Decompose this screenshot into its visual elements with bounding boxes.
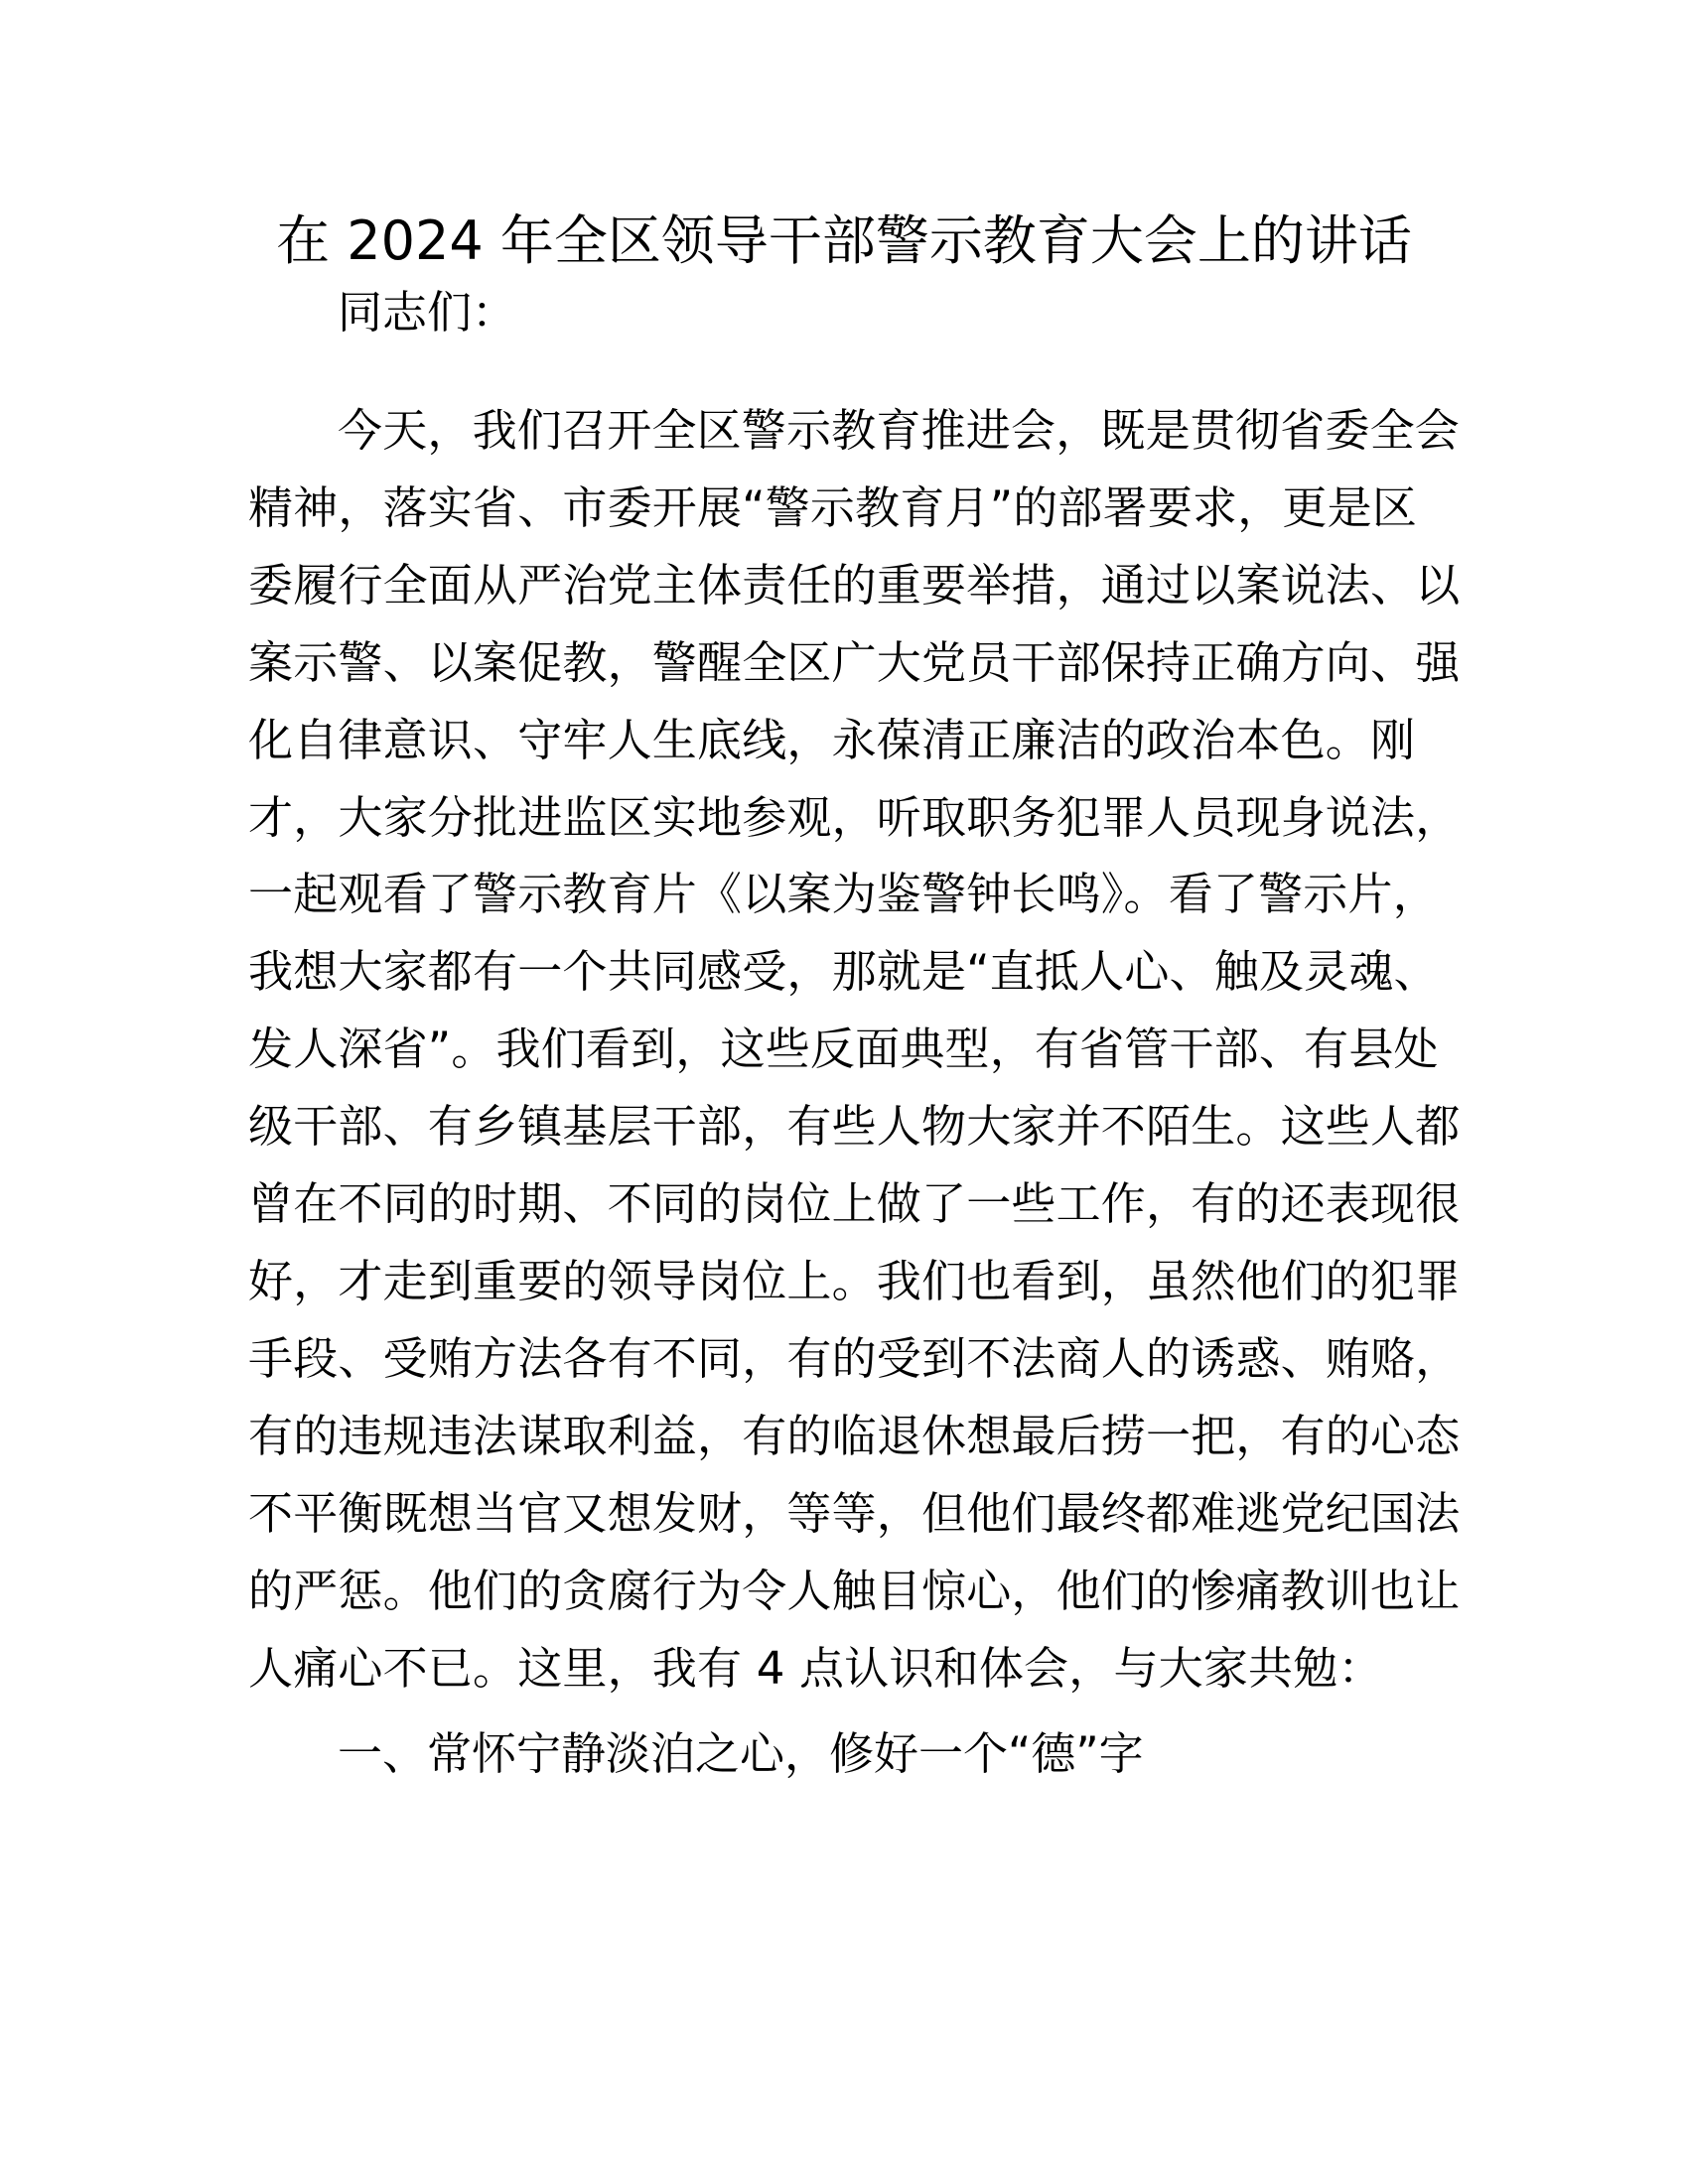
section-heading: 一、常怀宁静淡泊之心，修好一个“德”字	[338, 1727, 1144, 1780]
paragraph-line: 我想大家都有一个共同感受，那就是“直抵人心、触及灵魂、	[248, 945, 1439, 999]
paragraph-line: 化自律意识、守牢人生底线，永葆清正廉洁的政治本色。刚	[248, 713, 1416, 766]
salutation: 同志们：	[338, 286, 517, 339]
paragraph-line: 的严惩。他们的贪腐行为令人触目惊心，他们的惨痛教训也让	[248, 1564, 1461, 1617]
paragraph-line: 人痛心不已。这里，我有 4 点认识和体会，与大家共勉：	[248, 1641, 1383, 1695]
paragraph-line: 发人深省”。我们看到，这些反面典型，有省管干部、有县处	[248, 1023, 1439, 1076]
paragraph-line: 手段、受贿方法各有不同，有的受到不法商人的诱惑、贿赂，	[248, 1331, 1461, 1385]
paragraph-line: 才，大家分批进监区实地参观，听取职务犯罪人员现身说法，	[248, 790, 1461, 844]
paragraph-line: 精神，落实省、市委开展“警示教育月”的部署要求，更是区	[248, 480, 1418, 534]
paragraph-line: 今天，我们召开全区警示教育推进会，既是贯彻省委全会	[338, 404, 1461, 457]
paragraph-line: 好，才走到重要的领导岗位上。我们也看到，虽然他们的犯罪	[248, 1254, 1461, 1307]
paragraph-line: 曾在不同的时期、不同的岗位上做了一些工作，有的还表现很	[248, 1177, 1461, 1231]
paragraph-line: 委履行全面从严治党主体责任的重要举措，通过以案说法、以	[248, 558, 1461, 612]
paragraph-line: 级干部、有乡镇基层干部，有些人物大家并不陌生。这些人都	[248, 1100, 1461, 1154]
body-paragraph	[248, 392, 1461, 1706]
document-title: 在 2024 年全区领导干部警示教育大会上的讲话	[276, 209, 1412, 272]
paragraph-line: 一起观看了警示教育片《以案为鉴警钟长鸣》。看了警示片，	[248, 868, 1438, 921]
paragraph-line: 案示警、以案促教，警醒全区广大党员干部保持正确方向、强	[248, 635, 1461, 689]
paragraph-line: 不平衡既想当官又想发财，等等，但他们最终都难逃党纪国法	[248, 1486, 1461, 1540]
paragraph-line: 有的违规违法谋取利益，有的临退休想最后捞一把，有的心态	[248, 1409, 1461, 1462]
